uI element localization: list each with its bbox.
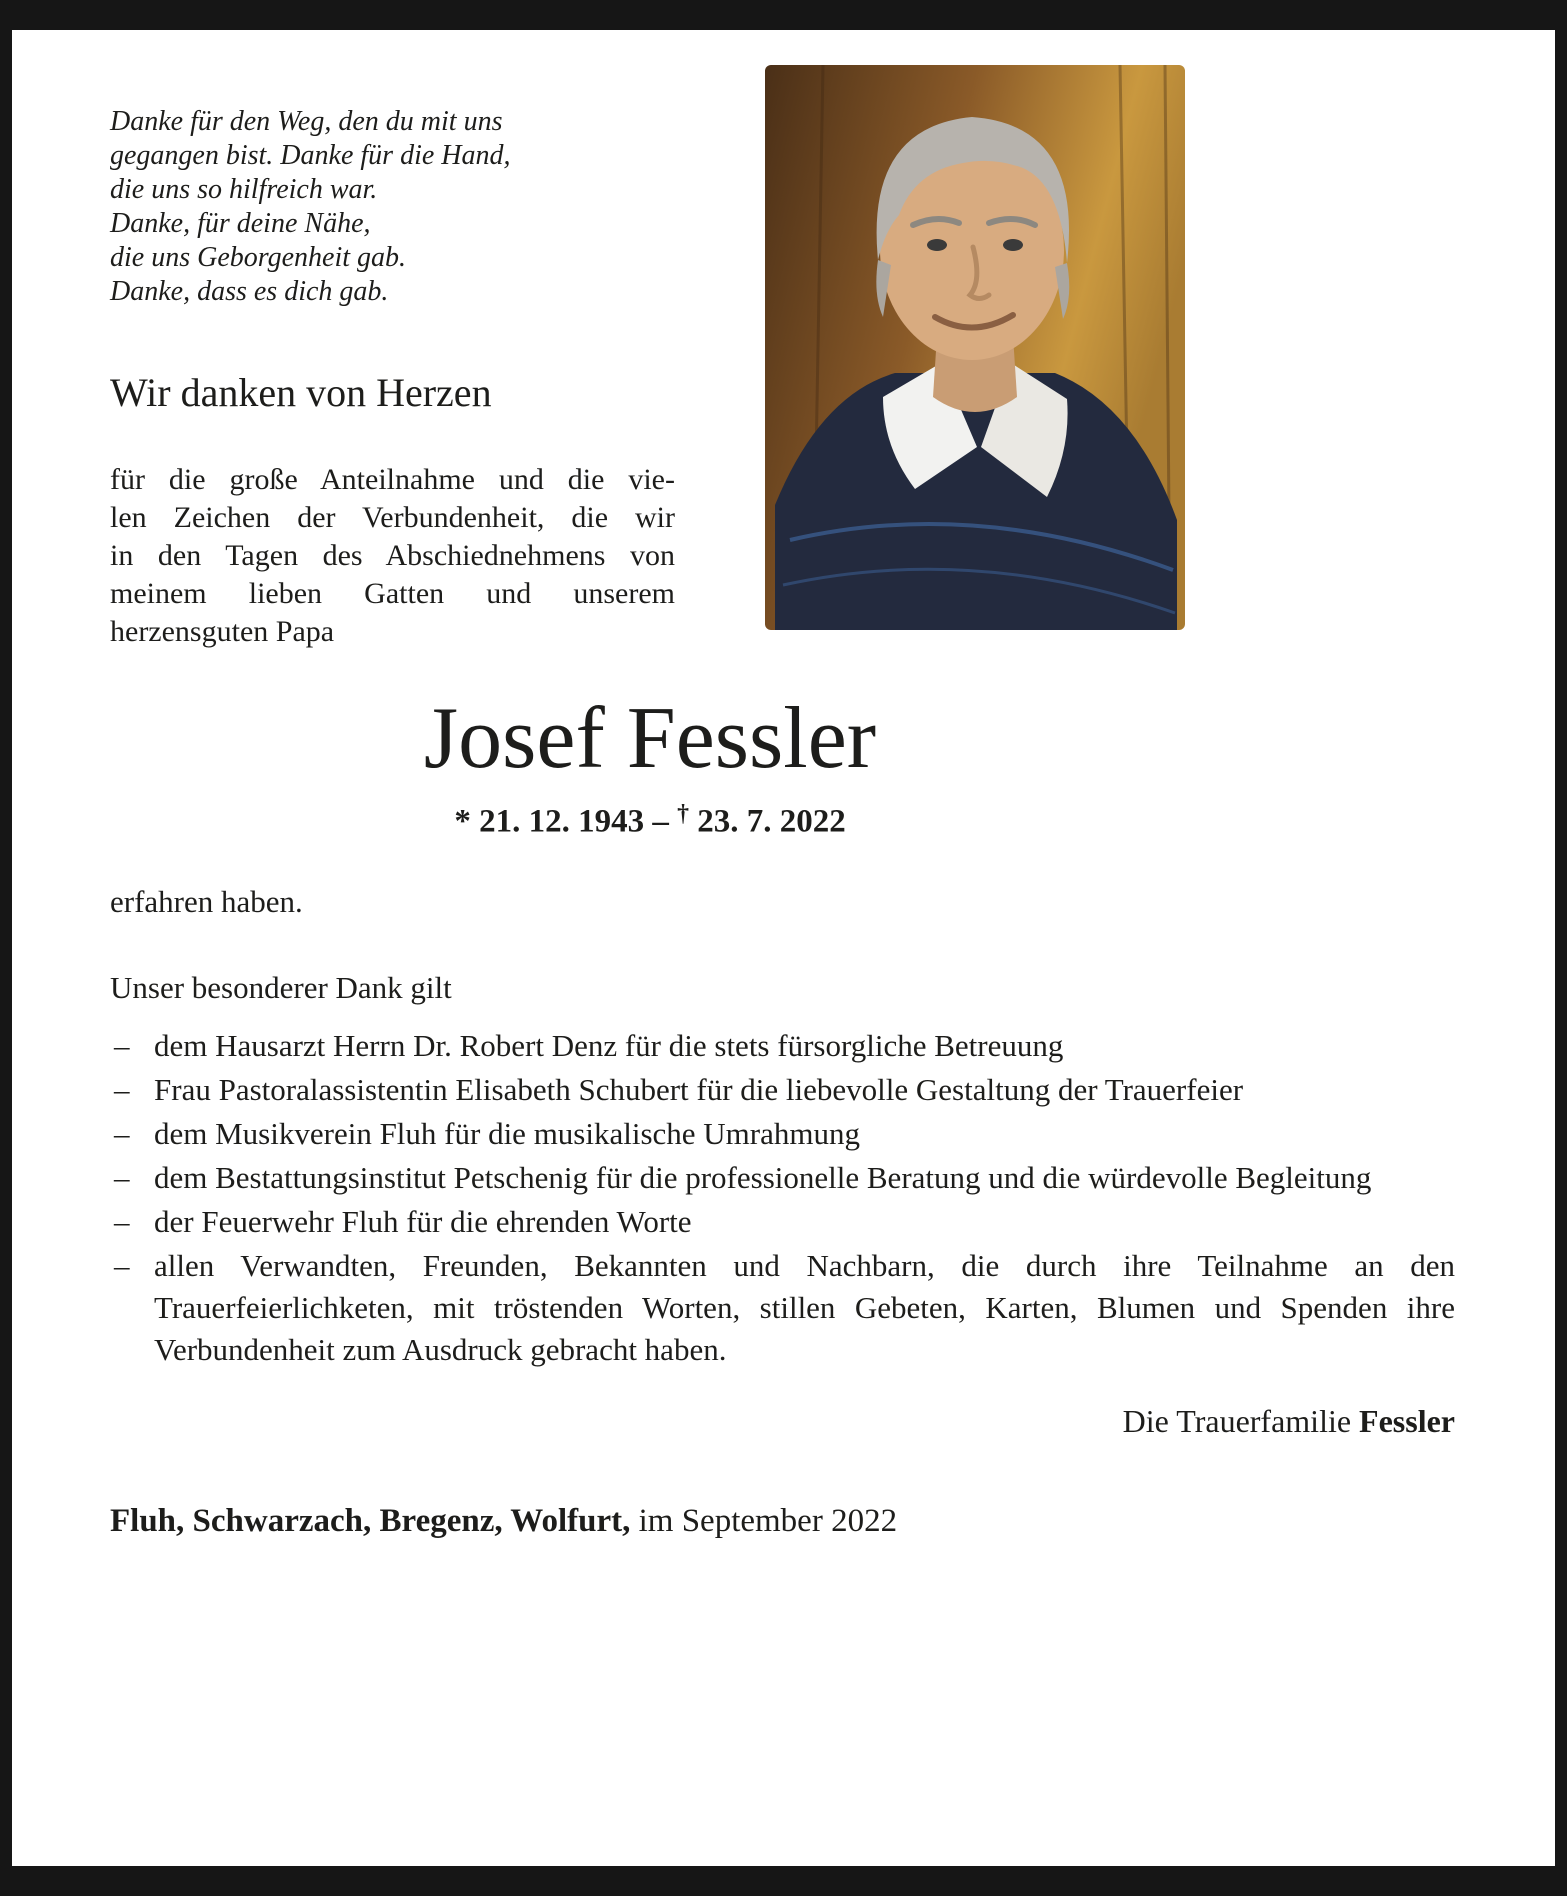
date-text: im September 2022 [638, 1502, 898, 1539]
list-item [110, 1113, 1455, 1155]
signoff-prefix: Die Trauerfamilie [1122, 1402, 1352, 1439]
top-section [110, 65, 1455, 651]
poem-line: die uns Geborgenheit gab. [110, 242, 407, 273]
portrait-photo-illustration [765, 65, 1185, 630]
special-thanks-intro: Unser besonderer Dank gilt [110, 969, 452, 1005]
list-item [110, 1157, 1455, 1199]
intro-line: für die große Anteilnahme und die vie- [110, 463, 675, 496]
signoff-line [110, 1399, 1455, 1443]
list-item [110, 1025, 1455, 1067]
list-item-text: dem Musikverein Fluh für die musikalische Umrahmung [154, 1115, 860, 1151]
poem-line: Danke, dass es dich gab. [110, 276, 389, 307]
memorial-poem [110, 105, 710, 309]
thanks-list [110, 1025, 1455, 1371]
dash-bullet: – [114, 1027, 130, 1063]
signoff-family-name: Fessler [1359, 1402, 1455, 1439]
intro-line: meinem lieben Gatten und unserem [110, 577, 675, 610]
dash-bullet: – [114, 1071, 130, 1107]
places-text: Fluh, Schwarzach, Bregenz, Wolfurt, [110, 1502, 631, 1539]
portrait-photo [765, 65, 1185, 630]
list-item [110, 1069, 1455, 1111]
poem-line: Danke, für deine Nähe, [110, 208, 371, 239]
list-item-text: dem Bestattungsinstitut Petschenig für die professionelle Beratung und die würdevolle Begleitung [154, 1159, 1372, 1195]
list-item-text: dem Hausarzt Herrn Dr. Robert Denz für die stets fürsorgliche Betreuung [154, 1027, 1064, 1063]
intro-paragraph [110, 461, 675, 651]
death-cross-symbol: † [677, 801, 689, 827]
list-item [110, 1201, 1455, 1243]
deceased-name: Josef Fessler [423, 690, 877, 787]
after-name-text: erfahren haben. [110, 883, 303, 919]
life-dates [110, 793, 1190, 843]
intro-line: len Zeichen der Verbundenheit, die wir [110, 501, 675, 534]
deceased-name-block [110, 691, 1190, 843]
death-date: 23. 7. 2022 [697, 803, 846, 840]
dash-bullet: – [114, 1115, 130, 1151]
list-item [110, 1245, 1455, 1371]
intro-line: in den Tagen des Abschiednehmens von [110, 539, 675, 572]
list-item-text: der Feuerwehr Fluh für die ehrenden Worte [154, 1203, 692, 1239]
left-text-column [110, 65, 710, 651]
list-item-text: Frau Pastoralassistentin Elisabeth Schubert für die liebevolle Gestaltung der Trauerfeier [154, 1071, 1244, 1107]
intro-line: herzensguten Papa [110, 615, 335, 648]
poem-line: Danke für den Weg, den du mit uns [110, 106, 503, 137]
places-date-line [110, 1499, 1455, 1543]
poem-line: die uns so hilfreich war. [110, 174, 378, 205]
list-item-text: allen Verwandten, Freunden, Bekannten und Nachbarn, die durch ihre Teilnahme an den Trauerfeierlichketen, mit tröstenden Worten, stillen Gebeten, Karten, Blumen und Spenden ihre Verbundenheit zum Ausdruck gebracht haben. [154, 1247, 1455, 1367]
dates-separator: – [652, 803, 669, 840]
poem-line: gegangen bist. Danke für die Hand, [110, 140, 511, 171]
dash-bullet: – [114, 1159, 130, 1195]
birth-date: * 21. 12. 1943 [454, 803, 645, 840]
thanks-heading: Wir danken von Herzen [110, 370, 492, 415]
dash-bullet: – [114, 1203, 130, 1239]
dash-bullet: – [114, 1247, 130, 1283]
